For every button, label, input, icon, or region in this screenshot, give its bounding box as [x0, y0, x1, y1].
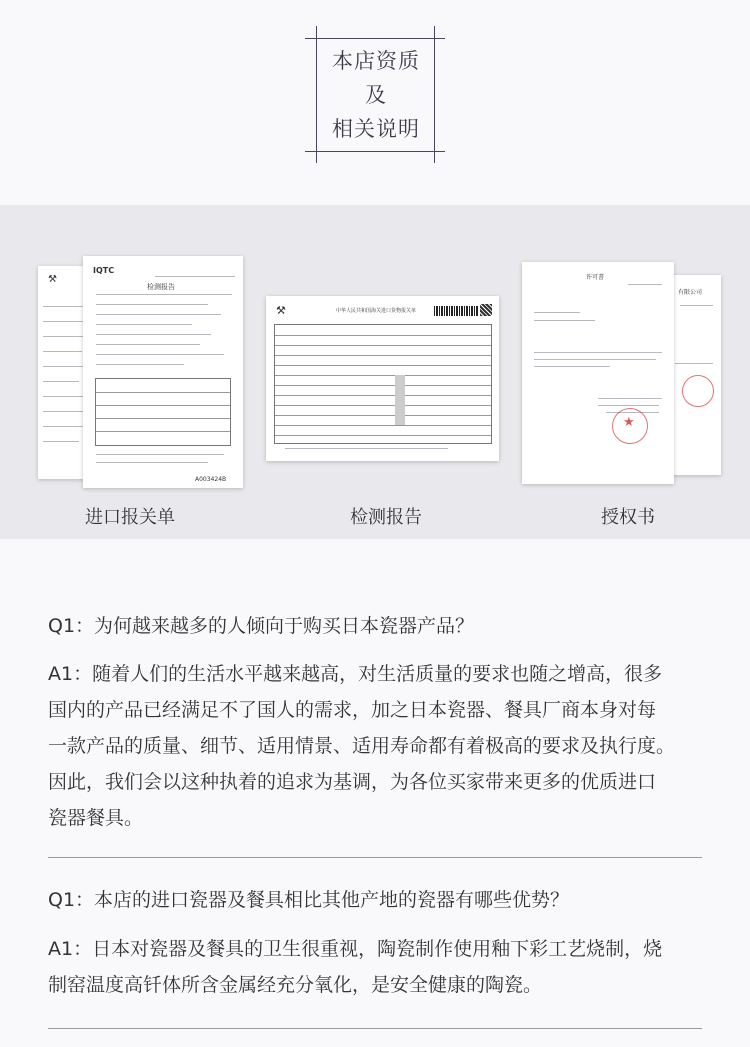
- faq-answer: [48, 931, 702, 1003]
- divider: [48, 1028, 702, 1029]
- certificate-sub-text: 有限公司: [678, 289, 703, 296]
- logo-icon: ⚒: [48, 274, 57, 285]
- faq-answer-line: 因此，我们会以这种执着的追求为基调，为各位买家带来更多的优质进口: [48, 771, 657, 793]
- faq-item: [48, 612, 702, 640]
- title-line: 本店资质: [332, 49, 420, 73]
- certificate-header-text: 许可書: [586, 274, 605, 281]
- title-line: 相关说明: [332, 117, 420, 141]
- certificate-header-text: IQTC: [93, 266, 115, 275]
- seal-stamp: [612, 408, 648, 444]
- star-icon: ★: [623, 415, 635, 430]
- faq-answer-line: 制窑温度高钎体所含金属经充分氧化，是安全健康的陶瓷。: [48, 974, 543, 996]
- faq-answer: [48, 656, 702, 836]
- certificate-header-text: 中华人民共和国海关进口货物报关单: [336, 308, 417, 314]
- faq-answer-line: A1：日本对瓷器及餐具的卫生很重视，陶瓷制作使用釉下彩工艺烧制，烧: [48, 938, 663, 960]
- certificate-image-report: [266, 296, 499, 461]
- faq-question: Q1：本店的进口瓷器及餐具相比其他产地的瓷器有哪些优势？: [48, 889, 570, 911]
- page-title: [316, 44, 436, 146]
- faq-answer-line: 一款产品的质量、细节、适用情景、适用寿命都有着极高的要求及执行度。: [48, 735, 676, 757]
- certificate-sub-text: 检测报告: [147, 283, 175, 291]
- certificate-image-customs: [83, 256, 243, 488]
- title-line: 及: [365, 83, 387, 107]
- logo-icon: ⚒: [276, 304, 286, 317]
- certificate-caption: 进口报关单: [85, 507, 175, 528]
- faq-item: [48, 886, 702, 914]
- divider: [48, 857, 702, 858]
- faq-question: Q1：为何越来越多的人倾向于购买日本瓷器产品？: [48, 615, 475, 637]
- certificate-caption: 检测报告: [350, 507, 422, 528]
- qr-code-icon: [480, 304, 492, 316]
- barcode-icon: [434, 306, 478, 316]
- frame-line-top: [305, 38, 445, 39]
- faq-answer-line: 瓷器餐具。: [48, 807, 144, 829]
- seal-stamp: [682, 375, 714, 407]
- certificate-caption: 授权书: [601, 507, 655, 528]
- certificate-footer-text: A003424B: [195, 476, 227, 483]
- certificate-image-authorization: [522, 262, 674, 484]
- title-frame: [0, 0, 750, 205]
- certificates-section: [0, 205, 750, 539]
- faq-answer-line: A1：随着人们的生活水平越来越高，对生活质量的要求也随之增高，很多: [48, 663, 663, 685]
- frame-line-bottom: [305, 151, 445, 152]
- faq-answer-line: 国内的产品已经满足不了国人的需求，加之日本瓷器、餐具厂商本身对每: [48, 699, 657, 721]
